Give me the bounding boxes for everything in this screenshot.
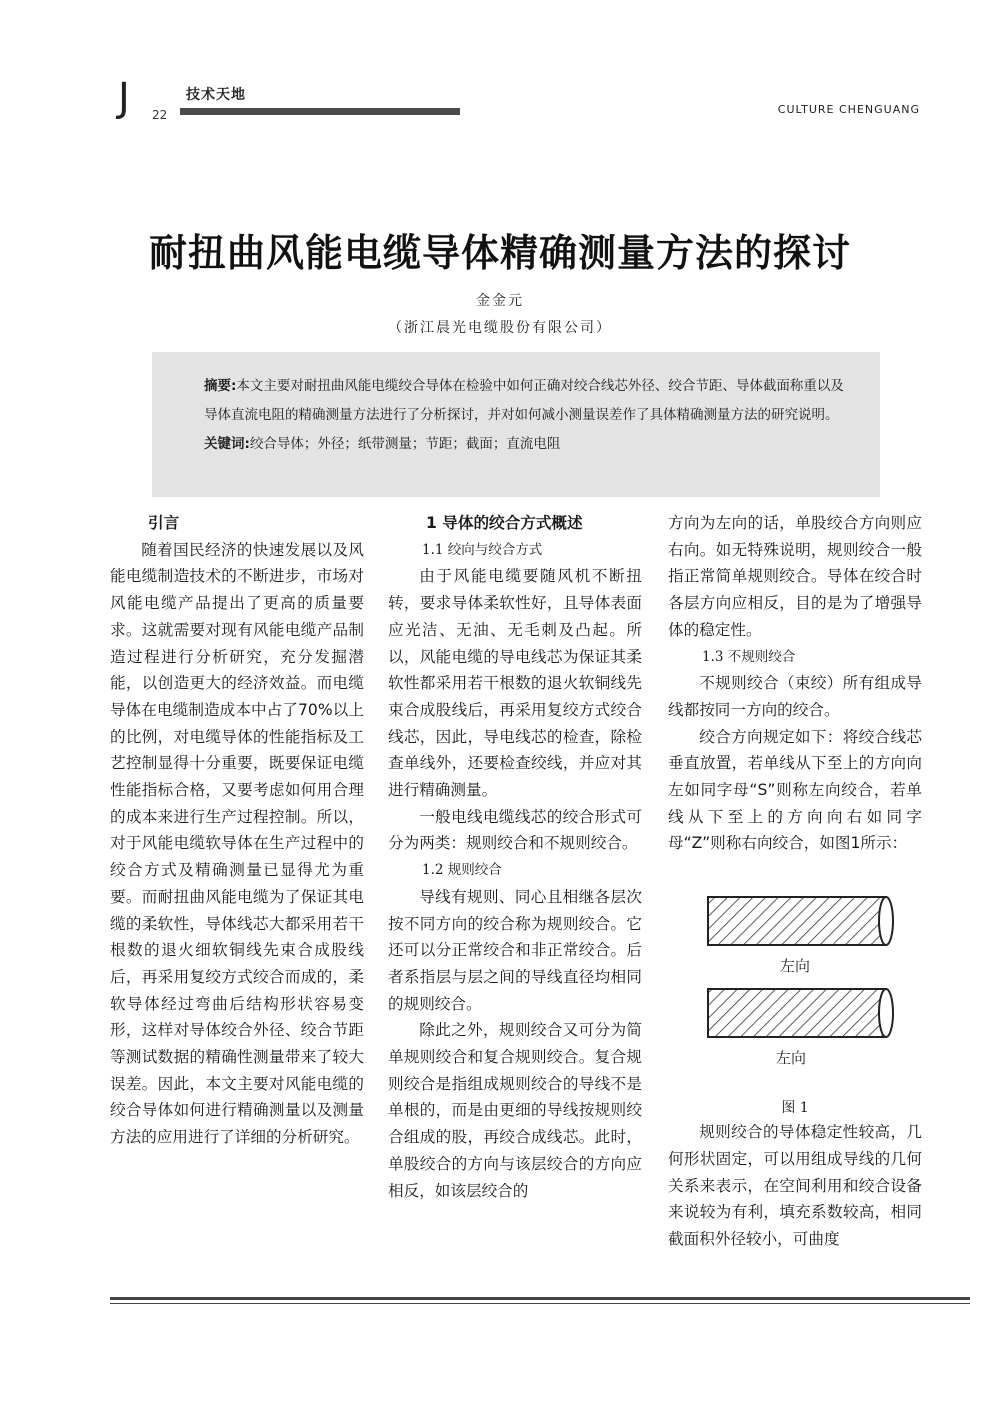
footer-rule-thin [110, 1303, 970, 1304]
section-1-3-paragraph-2: 绞合方向规定如下：将绞合线芯垂直放置，若单线从下至上的方向向左如同字母“S”则称左向绞合，若单线从下至上的方向向右如同字母“Z”则称右向绞合，如图1所示： [668, 727, 922, 853]
section-1-2-continued: 方向为左向的话，单股绞合方向则应右向。如无特殊说明，规则绞合一般指正常简单规则绞合。导体在绞合时各层方向应相反，目的是为了增强导体的稳定性。 [668, 514, 922, 639]
figure-caption: 图 1 [781, 1100, 809, 1117]
section-1-2-heading: 1.2 规则绞合 [422, 862, 502, 879]
section-title: 技术天地 [186, 87, 246, 103]
section-1-3-paragraph-1: 不规则绞合（束绞）所有组成导线都按同一方向的绞合。 [668, 674, 922, 719]
page-number: 22 [152, 108, 168, 122]
intro-heading: 引言 [148, 514, 180, 532]
magazine-name: CULTURE CHENGUANG [777, 103, 920, 116]
section-1-1-heading: 1.1 绞向与绞合方式 [422, 541, 543, 558]
abstract-box [152, 352, 880, 497]
keywords-text: 绞合导体；外径；纸带测量；节距；截面；直流电阻 [249, 436, 561, 452]
header-letter: J [118, 75, 130, 121]
figure-label-top: 左向 [780, 957, 811, 976]
keywords-label: 关键词: [204, 436, 250, 452]
strand-direction-figure [668, 867, 922, 1095]
section-1-1-paragraph-1: 由于风能电缆要随风机不断扭转，要求导体柔软性好，且导体表面应光洁、无油、无毛刺及凸起。所以，风能电缆的导电线芯为保证其柔软性都采用若干根数的退火软铜线先束合成股线后，再采用复绞方式绞合线芯，因此，导电线芯的检查，除检查单线外，还要检查绞线，并应对其进行精确测量。 [388, 567, 642, 800]
abstract-text: 本文主要对耐扭曲风能电缆绞合导体在检验中如何正确对绞合线芯外径、绞合节距、导体截面称重以及导体直流电阻的精确测量方法进行了分析探讨，并对如何减小测量误差作了具体精确测量方法的研究说明。 [204, 378, 844, 423]
article-title: 耐扭曲风能电缆导体精确测量方法的探讨 [148, 230, 851, 275]
column-3 [668, 510, 922, 1253]
conductor-bottom [708, 989, 893, 1037]
footer-rule-thick [110, 1297, 970, 1300]
header-bar [180, 108, 460, 115]
after-figure-paragraph: 规则绞合的导体稳定性较高，几何形状固定，可以用组成导线的几何关系来表示，在空间利用和绞合设备来说较为有利，填充系数较高，相同截面积外径较小，可曲度 [668, 1123, 922, 1248]
conductor-top [708, 897, 893, 945]
intro-text: 随着国民经济的快速发展以及风能电缆制造技术的不断进步，市场对风能电缆产品提出了更高的质量要求。这就需要对现有风能电缆产品制造过程进行分析研究，充分发掘潜能，以创造更大的经济效益。而电缆导体在电缆制造成本中占了70%以上的比例，对电缆导体的性能指标及工艺控制显得十分重要，既要保证电缆性能指标合格，又要考虑如何用合理的成本来进行生产过程控制。所以，对于风能电缆软导体在生产过程中的绞合方式及精确测量已显得尤为重要。而耐扭曲风能电缆为了保证其电缆的柔软性，导体线芯大都采用若干根数的退火细软铜线先束合成股线后，再采用复绞方式绞合而成的，柔软导体经过弯曲后结构形状容易变形，这样对导体绞合外径、绞合节距等测试数据的精确性测量带来了较大误差。因此，本文主要对风能电缆的绞合导体如何进行精确测量以及测量方法的应用进行了详细的分析研究。 [110, 540, 364, 1147]
keywords-paragraph [174, 430, 856, 459]
section-1-2-paragraph-2: 除此之外，规则绞合又可分为简单规则绞合和复合规则绞合。复合规则绞合是指组成规则绞合的导线不是单根的，而是由更细的导线按规则绞合组成的股，再绞合成线芯。此时，单股绞合的方向与该层绞合的方向应相反，如该层绞合的 [388, 1021, 642, 1200]
section-1-heading: 1 导体的绞合方式概述 [426, 514, 583, 532]
section-1-2-paragraph-1: 导线有规则、同心且相继各层次按不同方向的绞合称为规则绞合。它还可以分正常绞合和非正常绞合。后者系指层与层之间的导线直径均相同的规则绞合。 [388, 887, 642, 1013]
figure-label-bottom: 左向 [776, 1049, 807, 1068]
figure-1 [668, 867, 922, 1095]
section-1-1-paragraph-2: 一般电线电缆线芯的绞合形式可分为两类：规则绞合和不规则绞合。 [388, 807, 642, 853]
article-author: 金金元 [476, 293, 524, 309]
article-affiliation: （浙江晨光电缆股份有限公司） [388, 320, 612, 336]
section-1-3-heading: 1.3 不规则绞合 [702, 648, 796, 665]
column-1 [110, 510, 364, 1151]
abstract-paragraph [174, 372, 856, 430]
abstract-label: 摘要: [204, 378, 237, 394]
column-2 [388, 510, 642, 1204]
